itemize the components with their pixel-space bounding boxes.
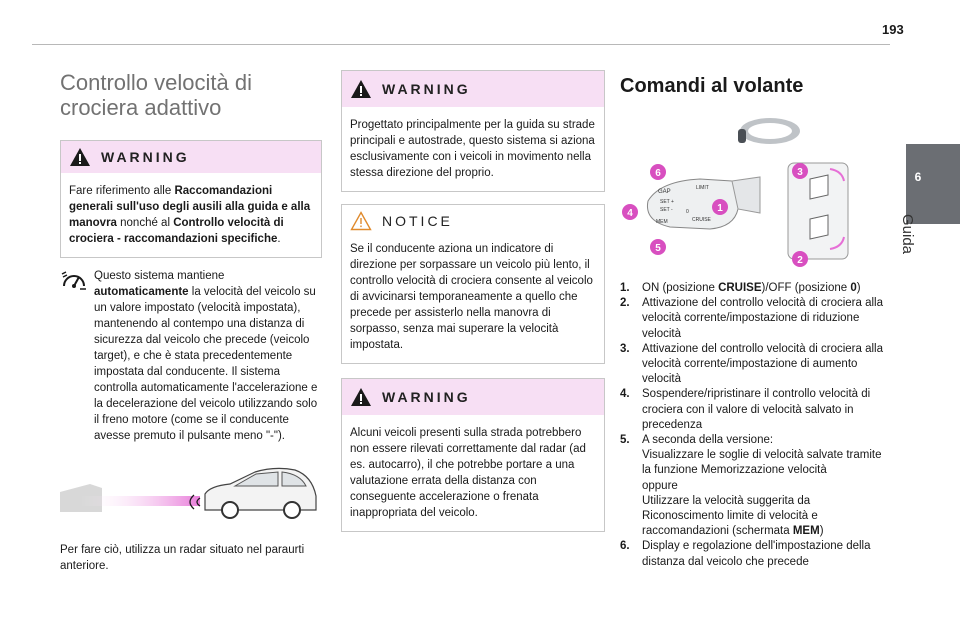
warning-header [342,71,604,107]
lever-label-mem: MEM [656,219,668,225]
warning-box [341,70,605,192]
callout-label: 4 [627,208,633,219]
list-item [620,539,890,569]
bold-span: 0 [850,282,857,294]
callout-6 [650,164,666,180]
list-text [642,281,890,296]
text-span: nonché al [116,217,174,229]
text-line: oppure [642,479,678,492]
text-line: Visualizzare le soglie di velocità salvate tramite la funzione Memorizzazione velocità [642,449,882,477]
chapter-number: 6 [914,170,922,184]
callout-4 [622,204,638,220]
bold-span: Raccomandazioni generali sull'uso degli ausili alla guida e alla manovra [69,185,311,229]
list-text: Sospendere/ripristinare il controllo velocità di crociera con il valore di velocità salvato in precedenza [642,388,871,431]
steering-controls-diagram [620,109,890,269]
radar-paragraph: Per fare ciò, utilizza un radar situato nel paraurti anteriore. [60,544,305,572]
chapter-tab[interactable] [906,144,960,224]
warning-label: WARNING [382,389,471,405]
list-number: 5. [620,434,630,447]
list-item [620,433,890,539]
section-title: Controllo velocità di crociera adattivo [60,70,252,120]
lever-label-zero: 0 [686,209,689,215]
lever-label-gap: GAP [658,189,671,195]
feature-text-first-lines [94,268,322,444]
notice-header [342,205,604,237]
list-item [620,342,890,388]
text-line: A seconda della versione: [642,434,774,447]
callout-2 [792,251,808,267]
car-radar-illustration [60,462,322,522]
text-span: . [277,233,281,245]
warning-label: WARNING [101,149,190,165]
column-3 [620,70,890,570]
feature-paragraph [60,268,322,444]
notice-triangle-icon [350,211,372,231]
bold-span: CRUISE [718,282,762,294]
warning-header [342,379,604,415]
warning-label: WARNING [382,81,471,97]
notice-label: NOTICE [382,213,453,229]
column-2 [341,70,605,532]
list-number: 3. [620,342,630,355]
list-text: Attivazione del controllo velocità di crociera alla velocità corrente/impostazione di riduzione velocità [642,297,883,340]
bold-span: MEM [792,525,820,538]
lever-label-limit: LIMIT [696,185,709,191]
text-span: Utilizzare la velocità suggerita da Riconoscimento limite di velocità e raccomandazioni (schermata [642,494,818,538]
text-span: la velocità del veicolo su un valore impostato (velocità impostata), mantenendo al contempo una distanza di sicurezza dal veicolo che precede (veicolo target), e che è stata precedentemente impostata dal conducente. Il sistema controlla automaticamente l'accelerazione e la decelerazione del veicolo utilizzando solo il freno motore (come se il conducente avesse premuto il pulsante meno "-"). [94,286,318,442]
lever-label-cruise: CRUISE [692,217,711,223]
callout-label: 6 [655,168,661,179]
lever-label-set-minus: SET - [660,207,673,213]
callout-label: 1 [717,203,723,214]
text-span: Fare riferimento alle [69,185,175,197]
lever-label-set-plus: SET + [660,199,674,205]
list-item [620,281,890,296]
list-text: Display e regolazione dell'impostazione della distanza dal veicolo che precede [642,540,871,568]
list-number: 2. [620,297,630,310]
callout-3 [792,163,808,179]
text-span: ) [856,282,861,294]
text-span: )/OFF (posizione [761,282,851,294]
warning-triangle-icon [69,147,91,167]
list-number: 1. [620,282,630,294]
callout-1 [712,199,728,215]
controls-list [620,281,890,570]
notice-text: Se il conducente aziona un indicatore di direzione per sorpassare un veicolo più lento, il controllo velocità di crociera consente al veicolo di avvicinarsi temporaneamente a quello che precede per assisterlo nella manovra di sorpasso, senza mai superare la velocità impostata. [350,243,593,351]
bold-span: automaticamente [94,286,189,298]
warning-triangle-icon [350,79,372,99]
list-item [620,387,890,433]
list-text [642,433,890,539]
warning-box [341,378,605,532]
text-span: Questo sistema mantiene [94,270,225,282]
list-number: 6. [620,540,630,553]
callout-label: 2 [797,255,803,266]
page-number: 193 [882,22,904,37]
warning-box [60,140,322,258]
feature-row [60,268,322,444]
list-text: Attivazione del controllo velocità di crociera alla velocità corrente/impostazione di aumento velocità [642,342,883,386]
steering-wheel-icon [738,118,800,144]
cruise-lever [647,177,760,229]
notice-box [341,204,605,364]
adaptive-cruise-icon [60,268,88,292]
callout-label: 5 [655,243,661,254]
text-span: ON (posizione [642,282,719,294]
list-number: 4. [620,388,630,401]
list-item [620,296,890,342]
warning-text [61,173,321,257]
warning-text: Progettato principalmente per la guida su strade principali e autostrade, questo sistema si aziona esclusivamente con i veicoli in movimento nella stessa direzione del proprio. [350,119,595,179]
header-divider [32,44,890,45]
warning-header [61,141,321,173]
text-line [642,494,890,540]
callout-5 [650,239,666,255]
bold-span: Controllo velocità di crociera - raccomandazioni specifiche [69,217,284,245]
text-span: ) [819,525,824,538]
warning-text: Alcuni veicoli presenti sulla strada potrebbero non essere rilevati correttamente dal radar (ad es. autocarro), il che potrebbe portare a una valutazione errata della distanza con conseguente accelerazione o frenata inappropriata del veicolo. [350,427,586,519]
column-1 [60,70,322,574]
callout-label: 3 [797,167,803,178]
section-title: Comandi al volante [620,75,804,97]
chapter-label: Guida [899,214,916,255]
warning-triangle-icon [350,387,372,407]
